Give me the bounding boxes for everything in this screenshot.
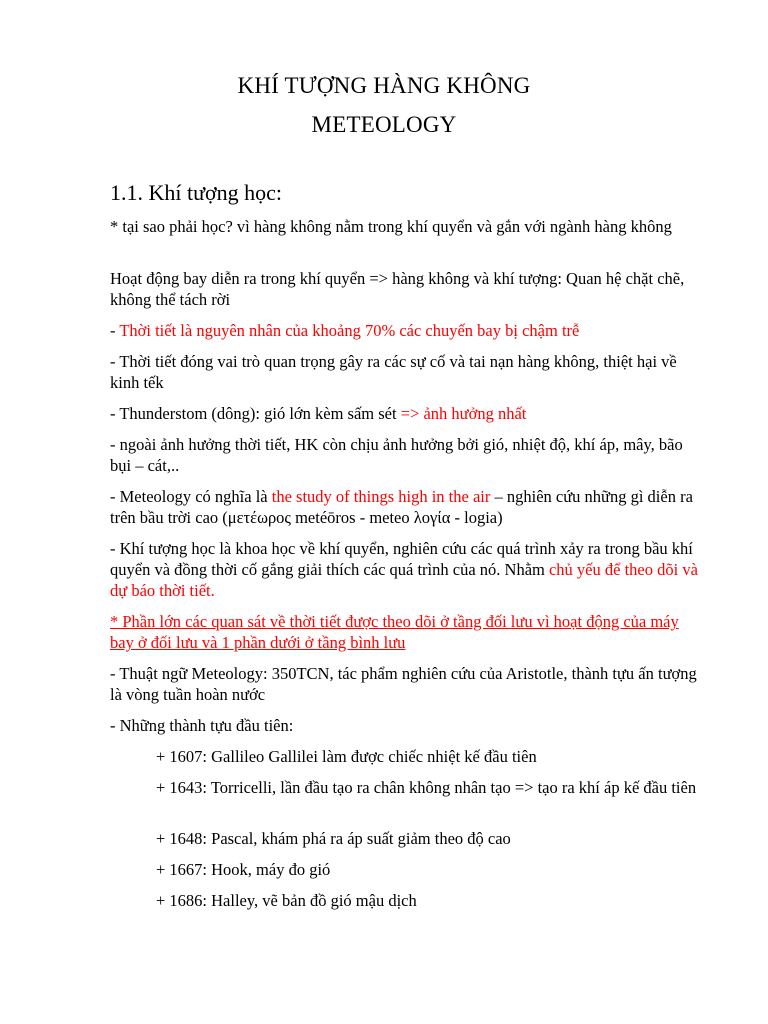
paragraph-other-influences: - ngoài ảnh hưởng thời tiết, HK còn chịu ảnh hưởng bởi gió, nhiệt độ, khí áp, mây, bão bụi – cát,.. [110,435,683,475]
paragraph-delay-cause [110,320,700,341]
achievement-item: + 1667: Hook, máy đo gió [156,860,331,879]
paragraph-text: - Thunderstom (dông): gió lớn kèm sấm sét [110,404,401,423]
paragraph-text: - Meteology có nghĩa là [110,487,272,506]
paragraph-thunderstorm [110,403,700,424]
achievement-item: + 1607: Gallileo Gallilei làm được chiếc nhiệt kế đầu tiên [156,747,537,766]
paragraph-first-achievements: - Những thành tựu đầu tiên: [110,716,294,735]
highlight-red-text: Thời tiết là nguyên nhân của khoảng 70% các chuyến bay bị chậm trễ [119,321,580,340]
document-subtitle: METEOLOGY [311,112,457,137]
achievement-item: + 1686: Halley, vẽ bản đồ gió mậu dịch [156,891,417,910]
document-title: KHÍ TƯỢNG HÀNG KHÔNG [237,73,531,98]
paragraph-weather-role: - Thời tiết đóng vai trò quan trọng gây ra các sự cố và tai nạn hàng không, thiệt hại về kinh tếk [110,352,677,392]
section-heading: 1.1. Khí tượng học: [110,180,283,205]
paragraph-observation-note: * Phần lớn các quan sát về thời tiết được theo dõi ở tầng đối lưu vì hoạt động của máy bay ở đối lưu và 1 phần dưới ở tầng bình lưu [110,612,679,652]
paragraph-meteology-meaning [110,486,700,528]
achievement-item: + 1648: Pascal, khám phá ra áp suất giảm theo độ cao [156,829,511,848]
highlight-red-text: the study of things high in the air [271,487,491,506]
paragraph-text: – nghiên cứu những gì diễn ra trên bầu trời cao (μετέωρος metéōros - meteo λογία - logia) [110,487,693,527]
paragraph-why-study: * tại sao phải học? vì hàng không nằm trong khí quyển và gắn với ngành hàng không [110,217,672,236]
paragraph-text: - Khí tượng học là khoa học về khí quyển, nghiên cứu các quá trình xảy ra trong bầu khí quyển và đồng thời cố gắng giải thích các quá trình của nó. Nhằm [110,539,693,579]
paragraph-term-history: - Thuật ngữ Meteology: 350TCN, tác phẩm nghiên cứu của Aristotle, thành tựu ấn tượng là vòng tuần hoàn nước [110,664,697,704]
highlight-red-text: chủ yếu để theo dõi và dự báo thời tiết. [110,560,698,600]
bullet-dash: - [110,321,120,340]
highlight-red-text: => ảnh hưởng nhất [400,404,527,423]
achievement-item: + 1643: Torricelli, lần đầu tạo ra chân không nhân tạo => tạo ra khí áp kế đầu tiên [156,778,697,797]
paragraph-meteorology-definition [110,538,700,601]
paragraph-flight-activity: Hoạt động bay diễn ra trong khí quyển => hàng không và khí tượng: Quan hệ chặt chẽ, không thể tách rời [110,269,685,309]
